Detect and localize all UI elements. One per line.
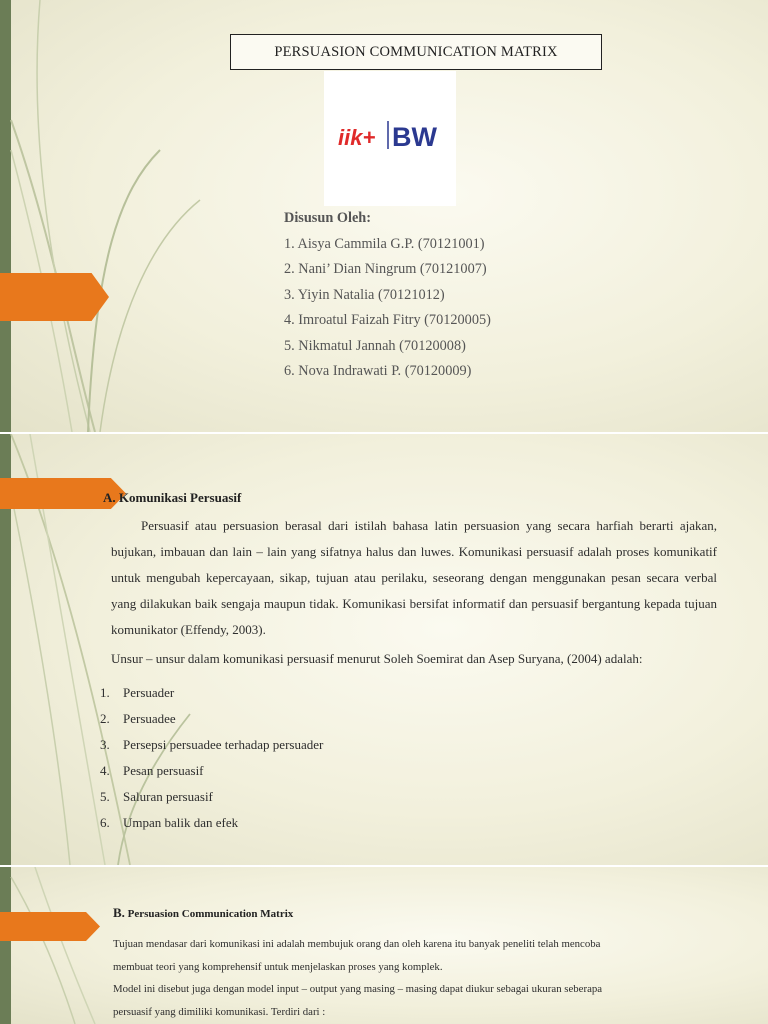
orange-arrow-shape xyxy=(0,273,109,321)
text-line: persuasif yang dimiliki komunikasi. Terdiri dari : xyxy=(113,1005,326,1018)
list-item: 4. Pesan persuasif xyxy=(100,763,204,778)
author-item: 2. Nani’ Dian Ningrum (70121007) xyxy=(284,261,487,278)
slide-title xyxy=(0,0,768,432)
list-item: 2. Persuadee xyxy=(100,711,176,726)
authors-block xyxy=(284,210,491,384)
logo-panel xyxy=(324,71,456,206)
slide-komunikasi-persuasif xyxy=(0,434,768,865)
authors-heading: Disusun Oleh: xyxy=(284,210,372,226)
text-line: membuat teori yang komprehensif untuk menjelaskan proses yang komplek. xyxy=(113,960,443,973)
body-text xyxy=(113,933,713,1023)
text-line: Model ini disebut juga dengan model input – output yang masing – masing dapat diukur sebagai ukuran seberapa xyxy=(113,983,603,995)
decorative-curves xyxy=(0,0,220,432)
section-heading: B. Persuasion Communication Matrix xyxy=(113,905,294,920)
author-item: 1. Aisya Cammila G.P. (70121001) xyxy=(284,236,485,252)
body-paragraph: Persuasif atau persuasion berasal dari istilah bahasa latin persuasion yang secara harfiah berarti ajakan, bujukan, imbauan dan lain – lain yang sifatnya halus dan luwes. Komunikasi persuasif adalah proses komunikatif untuk mengubah kepercayaan, sikap, tujuan atau perilaku, seseorang dengan menggunakan pesan secara verbal yang dilakukan baik sengaja maupun tidak. Komunikasi bersifat informatif dan persuasif bergantung kepada tujuan komunikator (Effendy, 2003). xyxy=(111,518,717,637)
slide-persuasion-matrix xyxy=(0,867,768,1024)
orange-arrow-shape xyxy=(0,912,100,941)
text-line: Tujuan mendasar dari komunikasi ini adalah membujuk orang dan oleh karena itu banyak peneliti telah mencoba xyxy=(113,938,601,950)
elements-intro: Unsur – unsur dalam komunikasi persuasif menurut Soleh Soemirat dan Asep Suryana, (2004) adalah: xyxy=(111,651,643,666)
author-item: 3. Yiyin Natalia (70121012) xyxy=(284,286,445,303)
list-item: 1. Persuader xyxy=(100,685,175,700)
logo-mark-text: iik+ xyxy=(338,125,376,150)
logo-wordmark: BW xyxy=(392,122,437,152)
page-title: PERSUASION COMMUNICATION MATRIX xyxy=(274,43,558,60)
list-item: 6. Umpan balik dan efek xyxy=(100,815,239,830)
elements-list xyxy=(100,680,323,836)
list-item: 3. Persepsi persuadee terhadap persuader xyxy=(100,737,324,752)
list-item: 5. Saluran persuasif xyxy=(100,789,213,804)
iik-bw-logo-icon xyxy=(336,115,446,155)
author-item: 6. Nova Indrawati P. (70120009) xyxy=(284,362,472,379)
section-heading: A. Komunikasi Persuasif xyxy=(103,490,242,505)
author-item: 5. Nikmatul Jannah (70120008) xyxy=(284,337,466,354)
title-box xyxy=(230,34,602,70)
author-item: 4. Imroatul Faizah Fitry (70120005) xyxy=(284,312,491,329)
